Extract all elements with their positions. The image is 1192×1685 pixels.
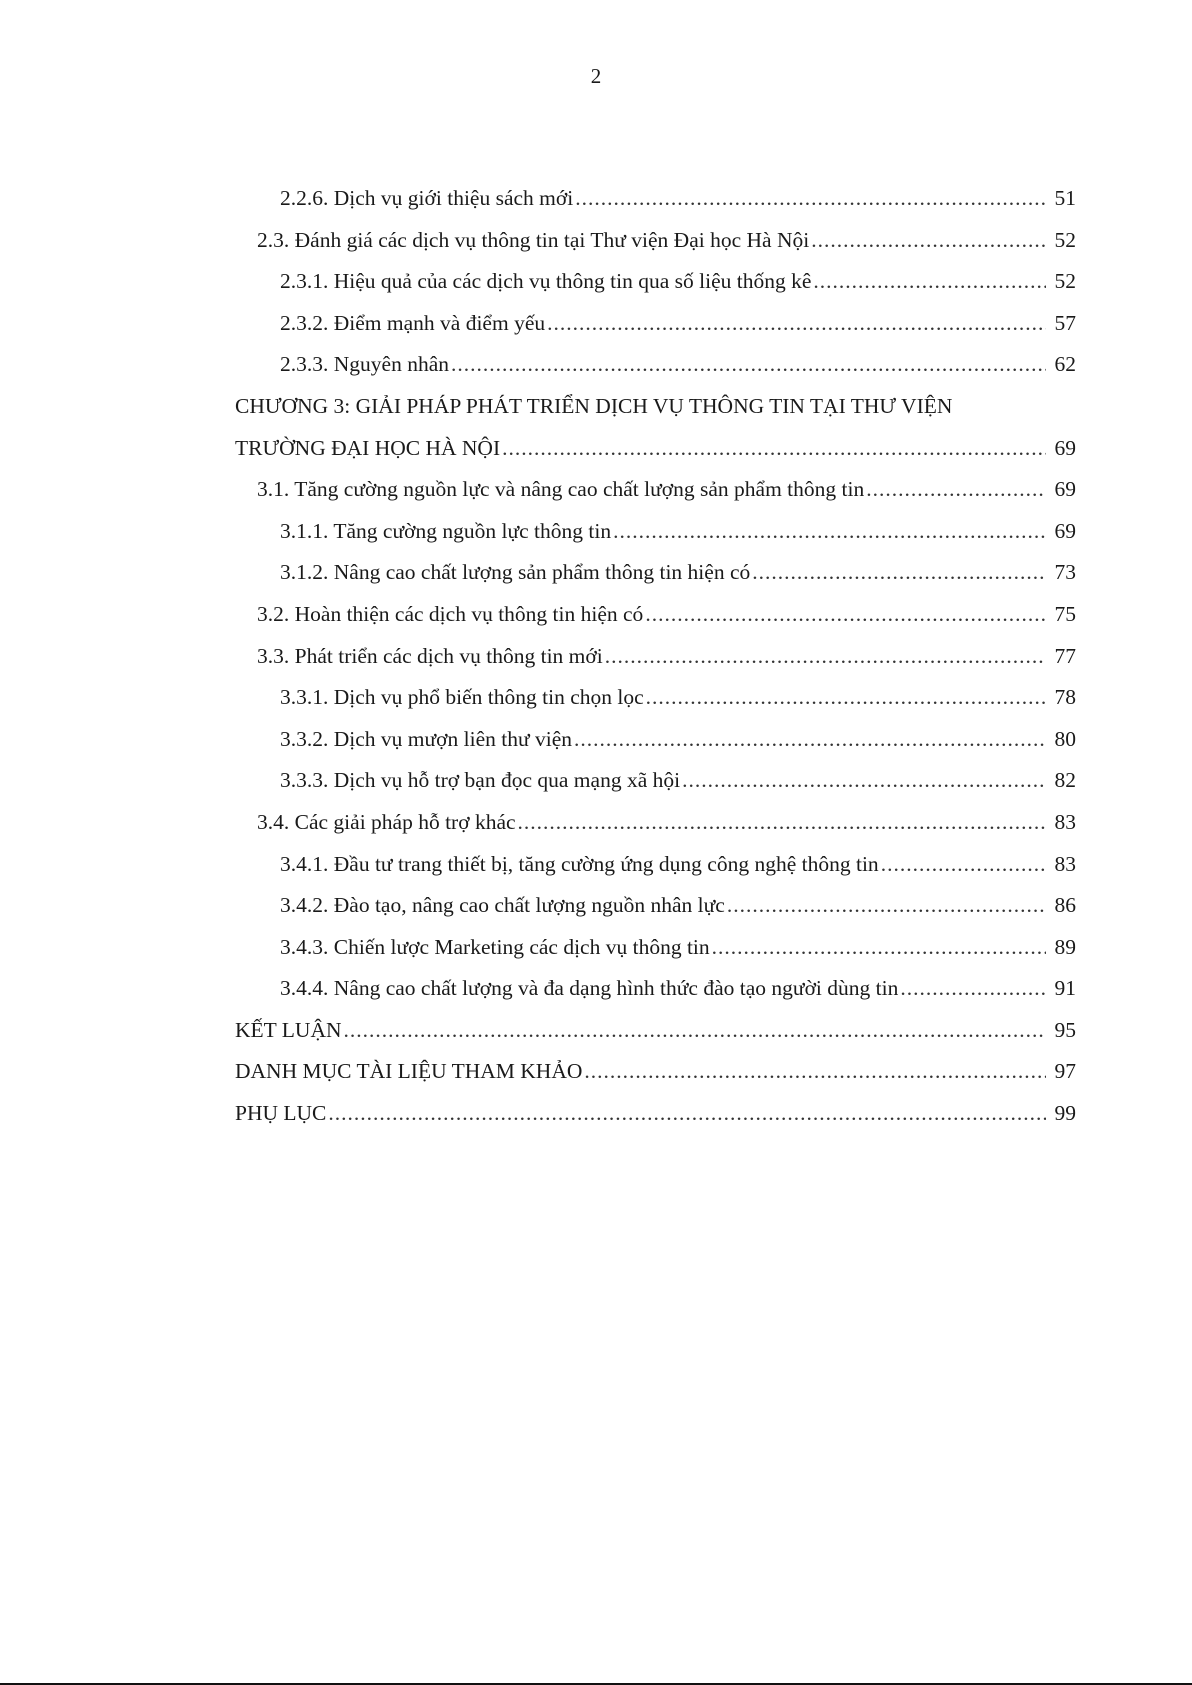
toc-entry-title: 3.3. Phát triển các dịch vụ thông tin mới (257, 643, 603, 668)
toc-leader-dots (712, 927, 1046, 969)
toc-entry-page: 69 (1054, 477, 1076, 502)
toc-entry[interactable] (235, 178, 1076, 220)
toc-entry-title: KẾT LUẬN (235, 1017, 342, 1042)
toc-entry-page: 83 (1054, 851, 1076, 876)
toc-entry-page: 73 (1054, 560, 1076, 585)
toc-entry-page: 83 (1054, 809, 1076, 834)
toc-entry-title: 3.3.2. Dịch vụ mượn liên thư viện (280, 726, 573, 751)
toc-leader-dots (605, 636, 1046, 678)
toc-leader-dots (344, 1010, 1047, 1052)
toc-entry[interactable] (235, 594, 1076, 636)
toc-leader-dots (646, 677, 1046, 719)
toc-leader-dots (451, 344, 1046, 386)
toc-entry-title: 3.1.1. Tăng cường nguồn lực thông tin (280, 518, 612, 543)
toc-entry[interactable] (235, 469, 1076, 511)
toc-entry[interactable] (235, 303, 1076, 345)
toc-leader-dots (727, 885, 1046, 927)
toc-entry-title: 3.2. Hoàn thiện các dịch vụ thông tin hiện có (257, 601, 644, 626)
toc-leader-dots (502, 428, 1046, 470)
toc-leader-dots (547, 303, 1046, 345)
toc-entry[interactable] (235, 636, 1076, 678)
toc-entry-title: PHỤ LỤC (235, 1101, 327, 1126)
toc-entry-page: 82 (1054, 768, 1076, 793)
table-of-contents (235, 178, 1076, 1135)
toc-entry-title: 3.3.3. Dịch vụ hỗ trợ bạn đọc qua mạng xã hội (280, 768, 681, 793)
toc-leader-dots (645, 594, 1046, 636)
toc-entry-title: TRƯỜNG ĐẠI HỌC HÀ NỘI (235, 435, 501, 460)
toc-leader-dots (811, 220, 1046, 262)
toc-entry-title: 2.3.1. Hiệu quả của các dịch vụ thông tin qua số liệu thống kê (280, 269, 812, 294)
toc-entry-page: 52 (1054, 269, 1076, 294)
toc-entry-title: 2.3.2. Điểm mạnh và điểm yếu (280, 310, 546, 335)
toc-entry-page: 52 (1054, 227, 1076, 252)
toc-leader-dots (682, 760, 1046, 802)
toc-entry-page: 75 (1054, 601, 1076, 626)
toc-entry-page: 86 (1054, 893, 1076, 918)
toc-leader-dots (328, 1093, 1046, 1135)
toc-leader-dots (881, 844, 1046, 886)
toc-leader-dots (866, 469, 1046, 511)
toc-chapter-heading[interactable]: CHƯƠNG 3: GIẢI PHÁP PHÁT TRIỂN DỊCH VỤ THÔNG TIN TẠI THƯ VIỆN (235, 393, 953, 418)
toc-entry-page: 95 (1054, 1017, 1076, 1042)
page-number: 2 (590, 64, 602, 88)
toc-entry[interactable] (235, 677, 1076, 719)
toc-entry[interactable] (235, 1093, 1076, 1135)
toc-entry-title: 3.4.1. Đầu tư trang thiết bị, tăng cường ứng dụng công nghệ thông tin (280, 851, 879, 876)
toc-entry-page: 77 (1054, 643, 1076, 668)
toc-leader-dots (813, 261, 1046, 303)
toc-entry-page: 99 (1054, 1101, 1076, 1126)
toc-entry[interactable] (235, 760, 1076, 802)
toc-entry-title: 3.4.2. Đào tạo, nâng cao chất lượng nguồn nhân lực (280, 893, 725, 918)
toc-leader-dots (584, 1051, 1046, 1093)
toc-leader-dots (518, 802, 1046, 844)
toc-entry[interactable] (235, 428, 1076, 470)
toc-entry[interactable] (235, 844, 1076, 886)
toc-entry[interactable] (235, 220, 1076, 262)
toc-entry-title: 3.4.4. Nâng cao chất lượng và đa dạng hình thức đào tạo người dùng tin (280, 976, 899, 1001)
toc-entry[interactable] (235, 511, 1076, 553)
toc-leader-dots (752, 552, 1046, 594)
toc-entry[interactable] (235, 927, 1076, 969)
toc-entry-page: 62 (1054, 352, 1076, 377)
toc-leader-dots (575, 178, 1046, 220)
toc-entry[interactable] (235, 968, 1076, 1010)
toc-entry[interactable] (235, 802, 1076, 844)
toc-entry-title: 2.3.3. Nguyên nhân (280, 352, 449, 377)
toc-entry[interactable] (235, 885, 1076, 927)
toc-entry-title: 3.4. Các giải pháp hỗ trợ khác (257, 809, 516, 834)
toc-entry-page: 91 (1054, 976, 1076, 1001)
toc-entry[interactable] (235, 344, 1076, 386)
toc-entry-title: 2.3. Đánh giá các dịch vụ thông tin tại Thư viện Đại học Hà Nội (257, 227, 810, 252)
toc-entry-page: 97 (1054, 1059, 1076, 1084)
toc-entry-page: 51 (1054, 186, 1076, 210)
toc-entry-title: 2.2.6. Dịch vụ giới thiệu sách mới (280, 186, 574, 210)
toc-entry-page: 80 (1054, 726, 1076, 751)
toc-entry-page: 78 (1054, 685, 1076, 710)
toc-leader-dots (613, 511, 1046, 553)
toc-entry-title: DANH MỤC TÀI LIỆU THAM KHẢO (235, 1059, 583, 1084)
toc-leader-dots (574, 719, 1046, 761)
toc-entry[interactable] (235, 552, 1076, 594)
toc-entry-page: 69 (1054, 435, 1076, 460)
toc-entry-page: 89 (1054, 934, 1076, 959)
toc-entry[interactable] (235, 719, 1076, 761)
toc-entry-page: 57 (1054, 310, 1076, 335)
toc-entry[interactable] (235, 1010, 1076, 1052)
toc-entry-title: 3.3.1. Dịch vụ phổ biến thông tin chọn lọc (280, 685, 644, 710)
toc-entry-page: 69 (1054, 518, 1076, 543)
toc-entry-title: 3.4.3. Chiến lược Marketing các dịch vụ thông tin (280, 934, 710, 959)
toc-entry-title: 3.1.2. Nâng cao chất lượng sản phẩm thông tin hiện có (280, 560, 751, 585)
toc-entry[interactable] (235, 1051, 1076, 1093)
toc-entry[interactable] (235, 261, 1076, 303)
toc-leader-dots (900, 968, 1046, 1010)
toc-entry-title: 3.1. Tăng cường nguồn lực và nâng cao chất lượng sản phẩm thông tin (257, 477, 865, 502)
